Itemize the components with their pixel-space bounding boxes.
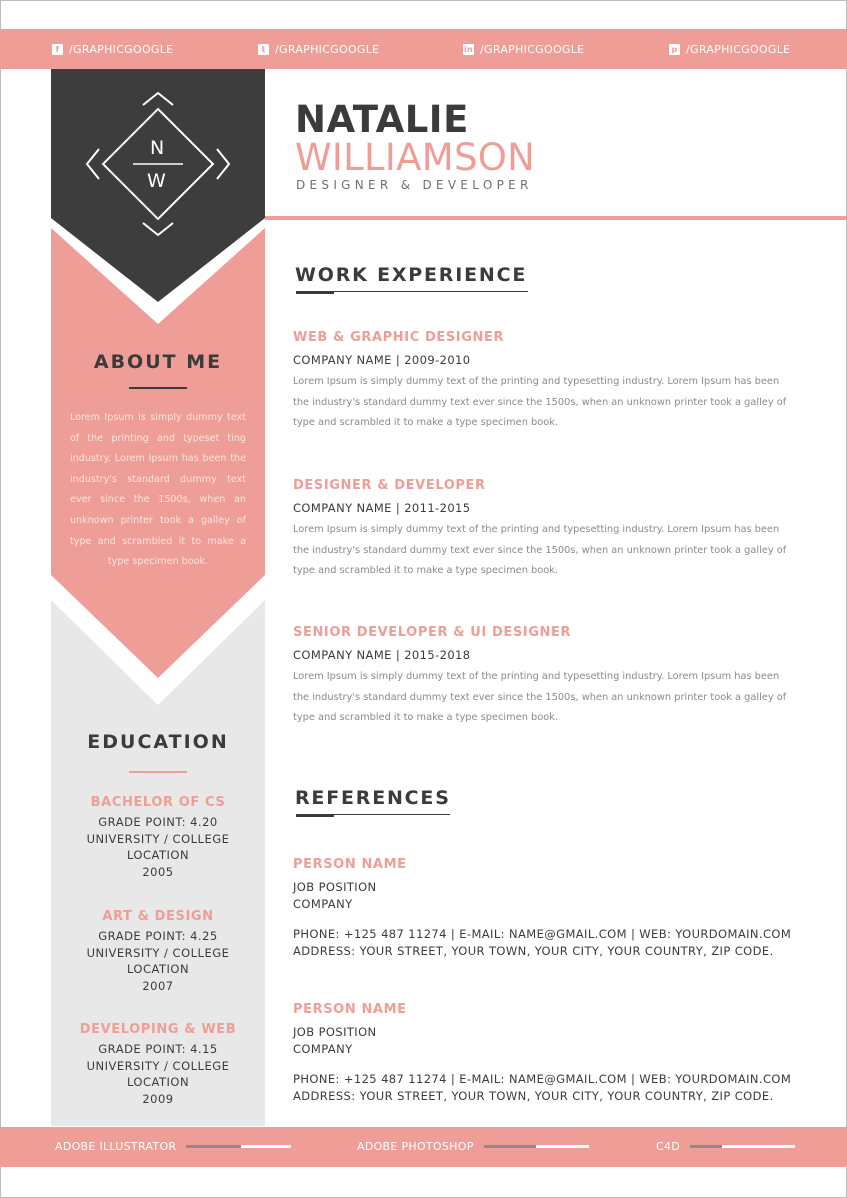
skill-name: C4D xyxy=(656,1140,681,1153)
reference-address: ADDRESS: YOUR STREET, YOUR TOWN, YOUR CITY, YOUR COUNTRY, ZIP CODE. xyxy=(293,1088,774,1103)
work-heading-accent xyxy=(296,291,334,294)
graduation-year: 2007 xyxy=(142,978,174,993)
job-title: DESIGNER & DEVELOPER xyxy=(296,178,533,192)
monogram-bottom-letter: W xyxy=(147,170,166,192)
skill-track xyxy=(484,1145,589,1148)
job-description-line: Lorem Ipsum is simply dummy text of the printing and typesetting industry. Lorem Ipsum has been xyxy=(293,524,780,535)
reference-address: ADDRESS: YOUR STREET, YOUR TOWN, YOUR CITY, YOUR COUNTRY, ZIP CODE. xyxy=(293,943,774,958)
job-description-line: the industry's standard dummy text ever since the 1500s, when an unknown printer took a galley of xyxy=(293,691,787,703)
social-handle: /GRAPHICGOOGLE xyxy=(686,42,791,56)
grade-point: GRADE POINT: 4.15 xyxy=(98,1042,218,1056)
degree-title: ART & DESIGN xyxy=(102,909,214,924)
job-role: SENIOR DEVELOPER & UI DESIGNER xyxy=(293,625,572,640)
skill-name: ADOBE PHOTOSHOP xyxy=(357,1140,474,1153)
job-role: DESIGNER & DEVELOPER xyxy=(293,478,486,493)
job-description-line: the industry's standard dummy text ever since the 1500s, when an unknown printer took a galley of xyxy=(293,544,787,556)
skill-item xyxy=(357,1140,589,1153)
twitter-icon: t xyxy=(258,44,269,55)
facebook-icon: f xyxy=(52,44,63,55)
first-name: NATALIE xyxy=(295,98,469,141)
about-text: Lorem Ipsum is simply dummy text of the printing and typeset ting industry. Lorem Ipsum has been the industry's standard dummy text ever since the 1500s, when an unknown printer took a galley of type and scrambled it to make a type specimen book. xyxy=(70,412,246,568)
pink-chevron-shape xyxy=(51,570,265,705)
grade-point: GRADE POINT: 4.25 xyxy=(98,929,218,943)
header-divider xyxy=(265,216,847,220)
job-entry xyxy=(293,624,803,729)
skill-level-fill xyxy=(186,1145,241,1148)
pinterest-icon: p xyxy=(669,44,680,55)
school-name: UNIVERSITY / COLLEGE xyxy=(86,945,230,960)
social-handle: /GRAPHICGOOGLE xyxy=(69,42,174,56)
job-description-line: the industry's standard dummy text ever since the 1500s, when an unknown printer took a galley of xyxy=(293,396,787,408)
school-location: LOCATION xyxy=(126,1075,190,1090)
job-description-line: type and scrambled it to make a type specimen book. xyxy=(293,565,559,577)
reference-company: COMPANY xyxy=(293,1041,353,1056)
reference-name: PERSON NAME xyxy=(293,1002,407,1017)
reference-contact: PHONE: +125 487 11274 | E-MAIL: NAME@GMAIL.COM | WEB: YOURDOMAIN.COM xyxy=(293,1072,792,1087)
social-handle: /GRAPHICGOOGLE xyxy=(275,42,380,56)
job-entry xyxy=(293,329,803,434)
job-role: WEB & GRAPHIC DESIGNER xyxy=(293,330,505,345)
work-heading: WORK EXPERIENCE xyxy=(295,264,528,286)
social-link-linkedin[interactable] xyxy=(463,41,584,57)
education-divider xyxy=(129,771,187,773)
skill-item xyxy=(55,1140,291,1153)
degree-title: DEVELOPING & WEB xyxy=(79,1022,237,1037)
education-item xyxy=(51,794,265,880)
grade-point: GRADE POINT: 4.20 xyxy=(98,815,218,829)
social-bar xyxy=(0,29,847,69)
job-entry xyxy=(293,477,803,582)
education-item xyxy=(51,908,265,994)
degree-title: BACHELOR OF CS xyxy=(90,795,226,810)
skill-name: ADOBE ILLUSTRATOR xyxy=(55,1140,177,1153)
reference-name: PERSON NAME xyxy=(293,857,407,872)
references-heading-accent xyxy=(296,814,334,817)
monogram-top-letter: N xyxy=(150,137,165,159)
job-company: COMPANY NAME | 2011-2015 xyxy=(293,501,471,515)
reference-company: COMPANY xyxy=(293,896,353,911)
job-company: COMPANY NAME | 2009-2010 xyxy=(293,353,471,367)
last-name: WILLIAMSON xyxy=(295,136,536,179)
education-item xyxy=(51,1021,265,1107)
social-link-twitter[interactable] xyxy=(258,41,379,57)
skill-level-fill xyxy=(484,1145,537,1148)
school-location: LOCATION xyxy=(126,848,190,863)
job-company: COMPANY NAME | 2015-2018 xyxy=(293,648,471,662)
social-handle: /GRAPHICGOOGLE xyxy=(480,42,585,56)
graduation-year: 2009 xyxy=(142,1091,174,1106)
skill-level-fill xyxy=(690,1145,722,1148)
school-location: LOCATION xyxy=(126,962,190,977)
skill-track xyxy=(186,1145,291,1148)
social-link-facebook[interactable] xyxy=(52,41,173,57)
skill-track xyxy=(690,1145,795,1148)
skills-bar xyxy=(0,1127,847,1167)
social-link-pinterest[interactable] xyxy=(669,41,790,57)
reference-entry xyxy=(293,856,813,959)
job-description-line: type and scrambled it to make a type specimen book. xyxy=(293,417,559,429)
reference-position: JOB POSITION xyxy=(293,880,377,894)
linkedin-icon: in xyxy=(463,44,474,54)
reference-entry xyxy=(293,1001,813,1104)
school-name: UNIVERSITY / COLLEGE xyxy=(86,1058,230,1073)
graduation-year: 2005 xyxy=(142,864,174,879)
skill-item xyxy=(656,1140,795,1153)
about-heading: ABOUT ME xyxy=(93,351,223,373)
school-name: UNIVERSITY / COLLEGE xyxy=(86,831,230,846)
reference-position: JOB POSITION xyxy=(293,1025,377,1039)
references-heading: REFERENCES xyxy=(295,787,451,809)
monogram-logo xyxy=(85,91,231,237)
job-description-line: Lorem Ipsum is simply dummy text of the printing and typesetting industry. Lorem Ipsum has been xyxy=(293,671,780,682)
reference-contact: PHONE: +125 487 11274 | E-MAIL: NAME@GMAIL.COM | WEB: YOURDOMAIN.COM xyxy=(293,927,792,942)
job-description-line: type and scrambled it to make a type specimen book. xyxy=(293,712,559,724)
about-divider xyxy=(129,387,187,389)
education-heading: EDUCATION xyxy=(87,731,229,753)
job-description-line: Lorem Ipsum is simply dummy text of the printing and typesetting industry. Lorem Ipsum has been xyxy=(293,376,780,387)
